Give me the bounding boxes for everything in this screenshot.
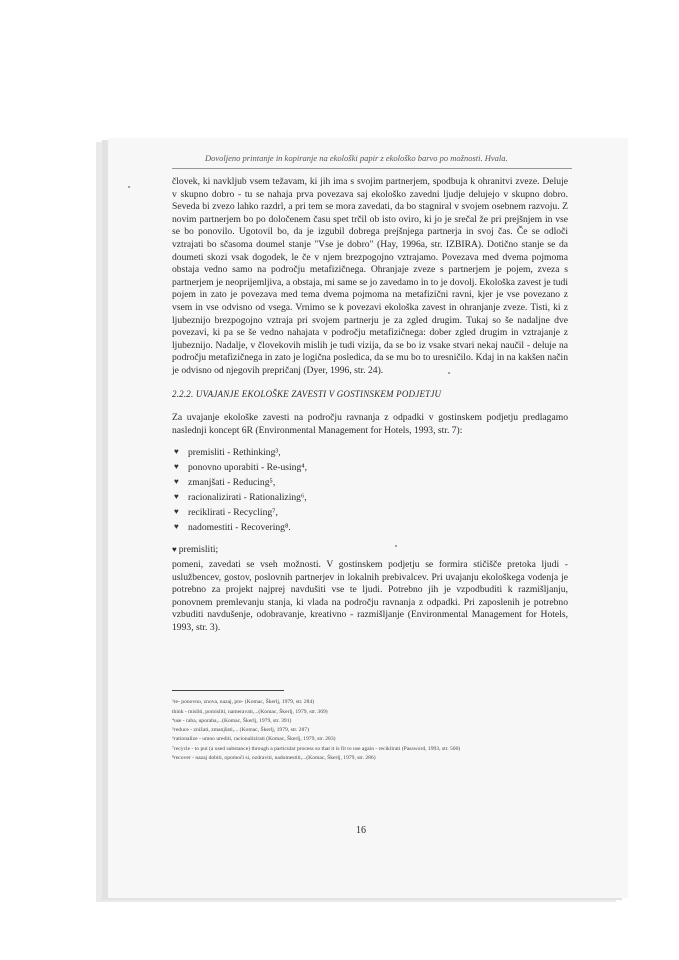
list-item: ♥ ponovno uporabiti - Re-using⁴, xyxy=(172,462,568,475)
footnote-rule xyxy=(172,690,284,691)
list-item: ♥ zmanjšati - Reducing⁵, xyxy=(172,477,568,490)
footnote: ³re- ponovno, znova, nazaj, pre- (Komac, Škerlj, 1979, str. 284) xyxy=(172,699,315,706)
term-heading xyxy=(172,544,568,557)
footnote: think - misliti, pomisliti, nameravati,...(Komac, Škerlj, 1979, str. 369) xyxy=(172,708,328,715)
header-rule xyxy=(172,168,572,169)
body-paragraph: človek, ki navkljub vsem težavam, ki jih ima s svojim partnerjem, spodbuja k ohranitvi zveze. Deluje v skupno dobro - tu se nahaja prva povezava saj ekološko zavedni ljudje delujejo v skupno dobro. Seveda bi zvezo lahko razdrl, a pri tem se mora zavedati, da bo stagniral v svojem osebnem razvoju. Z novim partnerjem bo po določenem času spet trčil ob isto oviro, ki jo je srečal že pri prejšnjem in vse se bo ponovilo. Ugotovil bo, da je izgubil dobrega prejšnjega partnerja in svoj čas. Če se odloči vztrajati bo sčasoma doumel stanje "Vse je dobro" (Hay, 1996a, str. IZBIRA). Dotično stanje se da doumeti skozi vsak dogodek, le če v njem brezpogojno vztrajamo. Povezava med dvema pojmoma obstaja vedno samo na področju metafizičnega. Ohranjaje zveze s partnerjem je pojem, zveza s partnerjem je neoprijemljiva, a obstaja, mi same se jo zavedamo in to je dovolj. Ekološka zavest je tudi pojem in zato je povezava med tema dvema pojmoma na metafizični ravni, kjer je vse povezano z vsem in vse odvisno od vsega. Vrnimo se k povezavi ekološka zavest in ohranjanje zveze. Tisti, ki z ljubeznijo brezpogojno vztraja pri svojem partnerju je za zgled drugim. Tukaj so še nadaljne dve povezavi, ki pa se še vedno nahajata v področju metafizičnega: dober zgled drugim in vztrajanje z ljubeznijo. Nadalje, v človekovih mislih je tudi vizija, da se bo iz vsake stvari nekaj naučil - deluje na področju metafizičnega in zato je logična posledica, da se mu bo to uresničilo. Kdaj in na kakšen način je odvisno od njegovih prepričanj (Dyer, 1996, str. 24). xyxy=(172,176,568,376)
footnote: ⁵reduce - znižati, zmanjšati,... (Komac, Škerlj, 1979, str. 287) xyxy=(172,727,309,734)
concept-list xyxy=(172,447,568,534)
scan-speck xyxy=(128,186,130,188)
footnote: ⁷recycle - to put (a used substance) through a particular process so that it is fit to use again - reciklirati (Password, 1993, str. 500) xyxy=(172,745,461,752)
scan-speck xyxy=(395,545,397,547)
page-stack-edge xyxy=(102,144,104,894)
body-paragraph: Za uvajanje ekološke zavesti na področju ravnanja z odpadki v gostinskem podjetju predlagamo naslednji koncept 6R (Environmental Management for Hotels, 1993, str. 7): xyxy=(172,412,568,436)
list-item: ♥ premisliti - Rethinking³, xyxy=(172,447,568,460)
footnote: ⁶rationalize - umno urediti, racionalizirati (Komac, Škerlj, 1979, str. 283) xyxy=(172,736,336,743)
list-item: ♥ nadomestiti - Recovering⁸. xyxy=(172,522,568,535)
list-item: ♥ reciklirati - Recycling⁷, xyxy=(172,507,568,520)
footnote: ⁴use - raba, uporaba,...(Komac, Škerlj, 1979, str. 391) xyxy=(172,717,292,724)
body-paragraph: pomeni, zavedati se vseh možnosti. V gostinskem podjetju se formira stičišče pretoka ljudi - uslužbencev, gostov, poslovnih partnerjev in lokalnih prebivalcev. Pri uvajanju ekološkega vodenja je potrebno za projekt najprej navdušiti vse te ljudi. Potrebno jih je vzpodbuditi k razmišljanju, ponovnem premlevanju stanja, ki vlada na področju ravnanja z odpadki. Pri zaposlenih je potrebno vzbuditi navdušenje, odobravanje, kreativno - razmišljanje (Environmental Management for Hotels, 1993, str. 3). xyxy=(172,558,568,633)
footnote: ⁸recover - nazaj dobiti, opomoči si, ozdraviti, nadomestiti,...(Komac, Škerlj, 1979, str. 286) xyxy=(172,754,376,761)
section-heading: 2.2.2. UVAJANJE EKOLOŠKE ZAVESTI V GOSTINSKEM PODJETJU xyxy=(172,388,442,399)
scan-speck xyxy=(448,372,450,374)
term-label: premisliti; xyxy=(178,544,219,556)
page-number: 16 xyxy=(356,825,366,836)
page-content xyxy=(172,176,568,763)
running-header: Dovoljeno printanje in kopiranje na ekološki papir z ekološko barvo po možnosti. Hvala. xyxy=(205,153,508,163)
list-item: ♥ racionalizirati - Rationalizing⁶, xyxy=(172,492,568,505)
page-stack-edge xyxy=(96,150,99,890)
